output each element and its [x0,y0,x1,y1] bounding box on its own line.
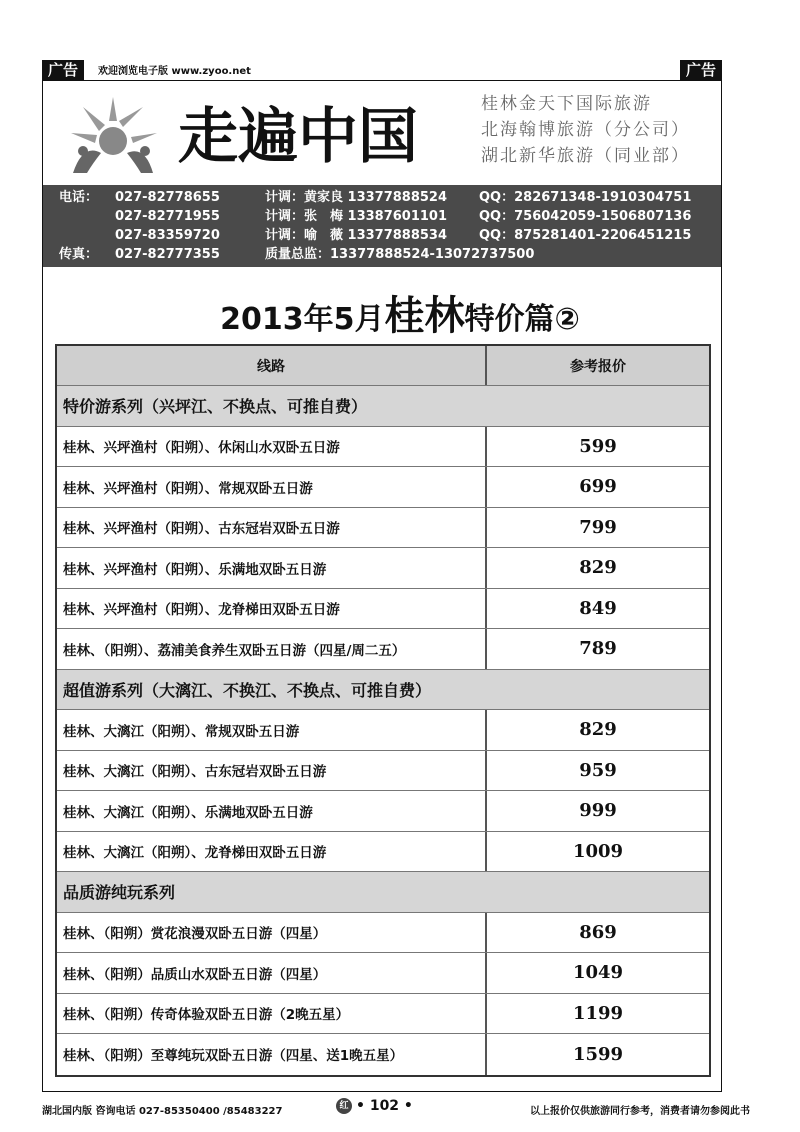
section-title: 超值游系列（大漓江、不换江、不换点、可推自费） [63,680,432,700]
page-number-block [336,1098,413,1114]
fax-number: 027-82777355 [115,247,220,262]
table-row [57,710,709,751]
table-row [57,751,709,792]
contact-row [59,245,534,264]
quality-director-contact: 质量总监：13377888524-13072737500 [265,247,535,262]
red-badge-icon: 红 [336,1098,352,1114]
table-header-row [57,346,709,386]
contact-bar [43,185,721,267]
section-header [57,386,709,427]
route-cell: 桂林、兴坪渔村（阳朔）、龙脊梯田双卧五日游 [57,589,487,629]
route-cell: 桂林、（阳朔）传奇体验双卧五日游（2晚五星） [57,994,487,1034]
price-cell: 1599 [572,1043,624,1065]
ad-label-right: 广告 [680,60,722,80]
table-row [57,994,709,1035]
price-cell: 599 [579,435,617,457]
section-title: 品质游纯玩系列 [63,883,176,903]
price-cell: 1009 [572,840,624,862]
route-cell: 桂林、兴坪渔村（阳朔）、休闲山水双卧五日游 [57,427,487,467]
contact-row [59,188,691,207]
route-cell: 桂林、（阳朔）品质山水双卧五日游（四星） [57,953,487,993]
phone-number: 027-82771955 [115,209,220,224]
title-prefix: 2013年5月 [220,302,385,337]
route-cell: 桂林、大漓江（阳朔）、常规双卧五日游 [57,710,487,750]
planner-contact: 计调：黄家良 13377888524 [265,190,448,205]
phone-number: 027-83359720 [115,228,220,243]
price-cell: 999 [579,800,617,822]
route-cell: 桂林、兴坪渔村（阳朔）、古东冠岩双卧五日游 [57,508,487,548]
price-cell: 869 [579,921,617,943]
route-column-header: 线路 [57,346,487,385]
qq-contact: QQ：756042059-1506807136 [479,209,692,224]
price-cell: 799 [579,516,617,538]
table-row [57,508,709,549]
section-header [57,670,709,711]
price-cell: 829 [579,719,617,741]
price-cell: 1199 [572,1002,624,1024]
price-cell: 829 [579,557,617,579]
planner-contact: 计调：喻 薇 13377888534 [265,228,448,243]
price-cell: 849 [579,597,617,619]
table-row [57,629,709,670]
logo-text: 走遍中国 [178,102,418,172]
price-column-header: 参考报价 [570,358,626,375]
contact-row [59,226,691,245]
table-row [57,1034,709,1075]
header-banner [43,81,721,185]
route-cell: 桂林、（阳朔）赏花浪漫双卧五日游（四星） [57,913,487,953]
phone-number: 027-82778655 [115,190,220,205]
agency-line-3: 湖北新华旅游（同业部） [481,146,690,166]
brand-logo [53,87,473,179]
ad-label-left: 广告 [42,60,84,80]
table-row [57,427,709,468]
table-row [57,589,709,630]
page-title [0,284,800,341]
route-cell: 桂林、大漓江（阳朔）、古东冠岩双卧五日游 [57,751,487,791]
route-cell: 桂林、大漓江（阳朔）、乐满地双卧五日游 [57,791,487,831]
table-row [57,467,709,508]
qq-contact: QQ：875281401-2206451215 [479,228,692,243]
table-row [57,832,709,873]
section-header [57,872,709,913]
contact-label: 电话： [59,190,99,205]
table-row [57,953,709,994]
page-number: • 102 • [356,1098,413,1114]
route-cell: 桂林、大漓江（阳朔）、龙脊梯田双卧五日游 [57,832,487,872]
footer-disclaimer: 以上报价仅供旅游同行参考，消费者请勿参阅此书 [530,1106,750,1117]
route-cell: 桂林、兴坪渔村（阳朔）、常规双卧五日游 [57,467,487,507]
price-cell: 789 [579,638,617,660]
title-suffix: 特价篇② [464,302,580,337]
title-highlight: 桂林 [384,293,465,339]
sun-figures-icon [71,97,157,173]
top-caption: 欢迎浏览电子版 www.zyoo.net [98,66,251,77]
price-cell: 959 [579,759,617,781]
agency-line-1: 桂林金天下国际旅游 [481,94,652,114]
price-cell: 699 [579,476,617,498]
route-cell: 桂林、（阳朔）、荔浦美食养生双卧五日游（四星/周二五） [57,629,487,669]
planner-contact: 计调：张 梅 13387601101 [265,209,448,224]
route-cell: 桂林、（阳朔）至尊纯玩双卧五日游（四星、送1晚五星） [57,1034,487,1075]
table-row [57,913,709,954]
route-cell: 桂林、兴坪渔村（阳朔）、乐满地双卧五日游 [57,548,487,588]
footer-edition-info: 湖北国内版 咨询电话 027-85350400 /85483227 [42,1106,283,1117]
price-cell: 1049 [572,962,624,984]
section-title: 特价游系列（兴坪江、不换点、可推自费） [63,397,368,417]
price-table [55,344,711,1077]
qq-contact: QQ：282671348-1910304751 [479,190,692,205]
agency-line-2: 北海翰博旅游（分公司） [481,120,690,140]
table-row [57,791,709,832]
fax-label: 传真： [59,247,99,262]
contact-row [59,207,691,226]
agency-list [481,91,721,169]
table-row [57,548,709,589]
